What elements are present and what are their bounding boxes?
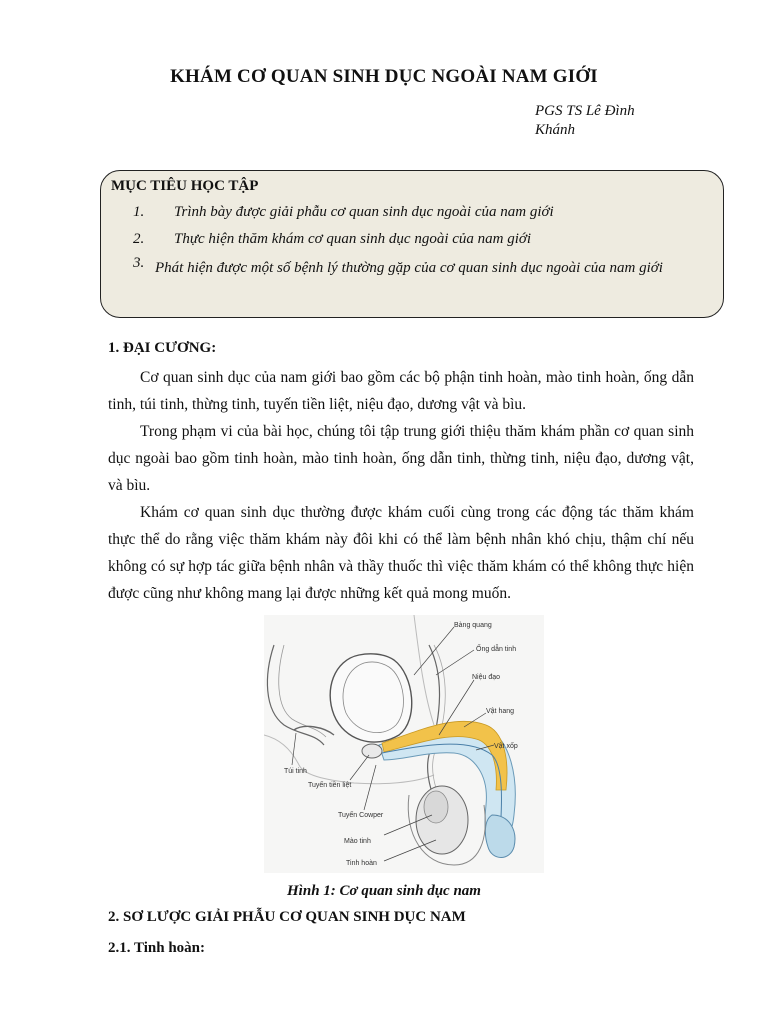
objective-text: Phát hiện được một số bệnh lý thường gặp của cơ quan sinh dục ngoài của nam giới (155, 260, 663, 276)
label-testis: Tinh hoàn (346, 860, 377, 867)
section-2-heading: 2. SƠ LƯỢC GIẢI PHẪU CƠ QUAN SINH DỤC NAM (108, 909, 466, 925)
label-corpus-cavernosum: Vật hang (486, 708, 515, 715)
label-epididymis: Mào tinh (344, 838, 371, 845)
author-line-1: PGS TS Lê Đình (535, 103, 635, 119)
anatomy-illustration (264, 615, 544, 873)
objective-number: 2. (133, 231, 145, 247)
author-line-2: Khánh (535, 122, 576, 138)
label-cowper-gland: Tuyến Cowper (338, 812, 384, 819)
author (535, 102, 675, 140)
section-1-heading: 1. ĐẠI CƯƠNG: (108, 340, 217, 356)
objective-number: 1. (133, 204, 145, 220)
label-urethra: Niệu đạo (472, 674, 501, 681)
label-seminal-vesicle: Túi tinh (284, 768, 307, 775)
label-prostate: Tuyến tiền liệt (308, 782, 352, 789)
section-2-1-heading: 2.1. Tinh hoàn: (108, 940, 205, 956)
label-bladder: Bàng quang (454, 622, 492, 629)
learning-objectives-box (100, 170, 724, 318)
objective-text: Thực hiện thăm khám cơ quan sinh dục ngoài của nam giới (174, 231, 532, 247)
objectives-heading: MỤC TIÊU HỌC TẬP (111, 178, 259, 194)
paragraph: Khám cơ quan sinh dục thường được khám cuối cùng trong các động tác thăm khám thực thể do rằng việc thăm khám này đôi khi có thể làm bệnh nhân khó chịu, thậm chí nếu không có sự hợp tác giữa bệnh nhân và thầy thuốc thì việc thăm khám có thể không thực hiện được cũng như không mang lại được những kết quả mong muốn. (108, 504, 694, 602)
paragraph: Trong phạm vi của bài học, chúng tôi tập trung giới thiệu thăm khám phần cơ quan sinh dục ngoài bao gồm tinh hoàn, mào tinh hoàn, ống dẫn tinh, thừng tinh, niệu đạo, dương vật, và bìu. (108, 423, 694, 494)
figure-caption: Hình 1: Cơ quan sinh dục nam (287, 883, 481, 899)
objective-text: Trình bày được giải phẫu cơ quan sinh dục ngoài của nam giới (174, 204, 554, 220)
document-title: KHÁM CƠ QUAN SINH DỤC NGOÀI NAM GIỚI (170, 66, 598, 87)
paragraph: Cơ quan sinh dục của nam giới bao gồm các bộ phận tinh hoàn, mào tinh hoàn, ống dẫn tinh, túi tinh, thừng tinh, tuyến tiền liệt, niệu đạo, dương vật và bìu. (108, 369, 694, 413)
anatomy-figure (264, 615, 544, 873)
label-vas-deferens: Ống dẫn tinh (476, 646, 517, 653)
label-corpus-spongiosum: Vật xốp (494, 743, 518, 750)
objective-number: 3. (133, 255, 145, 271)
